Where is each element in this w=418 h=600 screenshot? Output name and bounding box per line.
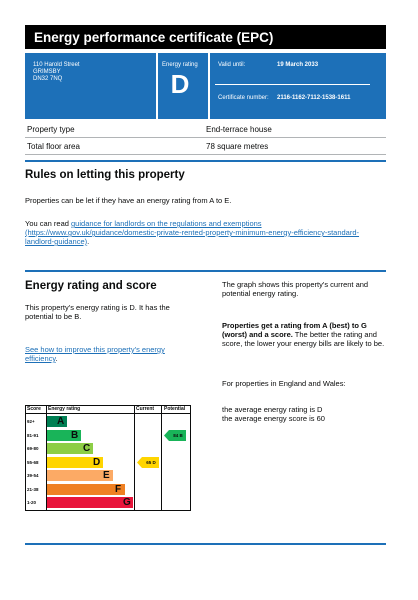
property-type-value: End-terrace house <box>206 125 272 134</box>
certificate-number: 2116-1162-7112-1538-1611 <box>277 95 351 101</box>
band-letter-c: C <box>83 443 91 454</box>
score-header: Score <box>27 406 41 412</box>
guidance-prefix: You can read <box>25 219 72 228</box>
section-divider <box>25 543 386 545</box>
energy-paragraph: This property's energy rating is D. It has the potential to be B. <box>25 303 170 321</box>
improve-suffix: . <box>55 354 58 363</box>
band-letter-e: E <box>103 470 110 481</box>
current-rating-arrow <box>137 457 159 468</box>
letting-paragraph: Properties can be let if they have an energy rating from A to E. <box>25 196 232 205</box>
rating-explanation <box>222 321 387 348</box>
band-letter-a: A <box>57 416 65 427</box>
band-score-d: 55-68 <box>27 459 39 465</box>
current-rating-arrow-label: 65 D <box>146 459 156 465</box>
letting-heading: Rules on letting this property <box>25 169 185 181</box>
england-wales-label: For properties in England and Wales: <box>222 379 346 388</box>
property-type-label: Property type <box>27 125 75 134</box>
band-score-e: 39-54 <box>27 473 39 478</box>
divider <box>215 84 370 85</box>
average-score: the average energy score is 60 <box>222 414 325 423</box>
guidance-link-url[interactable]: (https://www.gov.uk/guidance/domestic-private-rented-property-minimum-energy-efficiency-standard-landlord-guidance) <box>25 228 360 246</box>
divider <box>208 53 210 119</box>
floor-area-value: 78 square metres <box>206 142 269 151</box>
certificate-number-label: Certificate number: <box>218 95 269 101</box>
rating-explanation-rest: The better the rating and score, the lower your energy bills are likely to be. <box>222 330 385 348</box>
improve-paragraph <box>25 345 195 363</box>
band-bar-g <box>47 497 133 508</box>
rating-explanation-bold: Properties get a rating from A (best) to G (worst) and a score. <box>222 321 367 339</box>
floor-area-row <box>25 138 386 155</box>
address-line-2: GRIMSBY <box>33 69 61 75</box>
band-bar-f <box>47 484 125 495</box>
current-header: Current <box>136 406 155 412</box>
average-rating: the average energy rating is D <box>222 405 323 414</box>
floor-area-label: Total floor area <box>27 142 80 151</box>
property-type-row <box>25 121 386 138</box>
energy-rating-header: Energy rating <box>48 406 81 412</box>
band-score-g: 1-20 <box>27 500 37 505</box>
guidance-link[interactable]: guidance for landlords on the regulations and exemptions <box>71 219 262 228</box>
summary-box <box>25 53 386 119</box>
chart-header-line <box>25 413 191 414</box>
energy-rating-label: Energy rating <box>162 62 198 68</box>
section-divider <box>25 160 386 162</box>
letting-guidance-paragraph <box>25 219 386 246</box>
band-score-a: 92+ <box>27 419 35 424</box>
energy-rating-letter: D <box>170 69 190 99</box>
potential-rating-arrow-label: 84 B <box>173 432 183 438</box>
band-letter-g: G <box>123 497 131 508</box>
address <box>33 62 80 83</box>
chart-column-line <box>161 405 162 511</box>
page-title: Energy performance certificate (EPC) <box>25 25 386 49</box>
address-line-3: DN32 7NQ <box>33 76 63 82</box>
band-score-f: 21-38 <box>27 486 39 492</box>
energy-heading: Energy rating and score <box>25 280 157 292</box>
divider <box>156 53 158 119</box>
section-divider <box>25 270 386 272</box>
band-score-c: 69-80 <box>27 446 39 451</box>
chart-column-line <box>134 405 135 511</box>
band-letter-d: D <box>93 456 101 468</box>
band-score-b: 81-91 <box>27 432 39 438</box>
potential-header: Potential <box>164 406 186 412</box>
valid-until-label: Valid until: <box>218 62 246 68</box>
band-letter-f: F <box>115 483 122 495</box>
valid-until-date: 19 March 2033 <box>277 62 319 68</box>
guidance-suffix: . <box>87 237 90 246</box>
improve-link[interactable]: See how to improve this property's energy efficiency <box>25 345 165 363</box>
graph-explanation: The graph shows this property's current and potential energy rating. <box>222 280 369 298</box>
band-letter-b: B <box>71 429 79 441</box>
potential-rating-arrow <box>164 430 186 441</box>
address-line-1: 110 Harold Street <box>33 62 80 68</box>
energy-rating-chart <box>25 405 191 511</box>
